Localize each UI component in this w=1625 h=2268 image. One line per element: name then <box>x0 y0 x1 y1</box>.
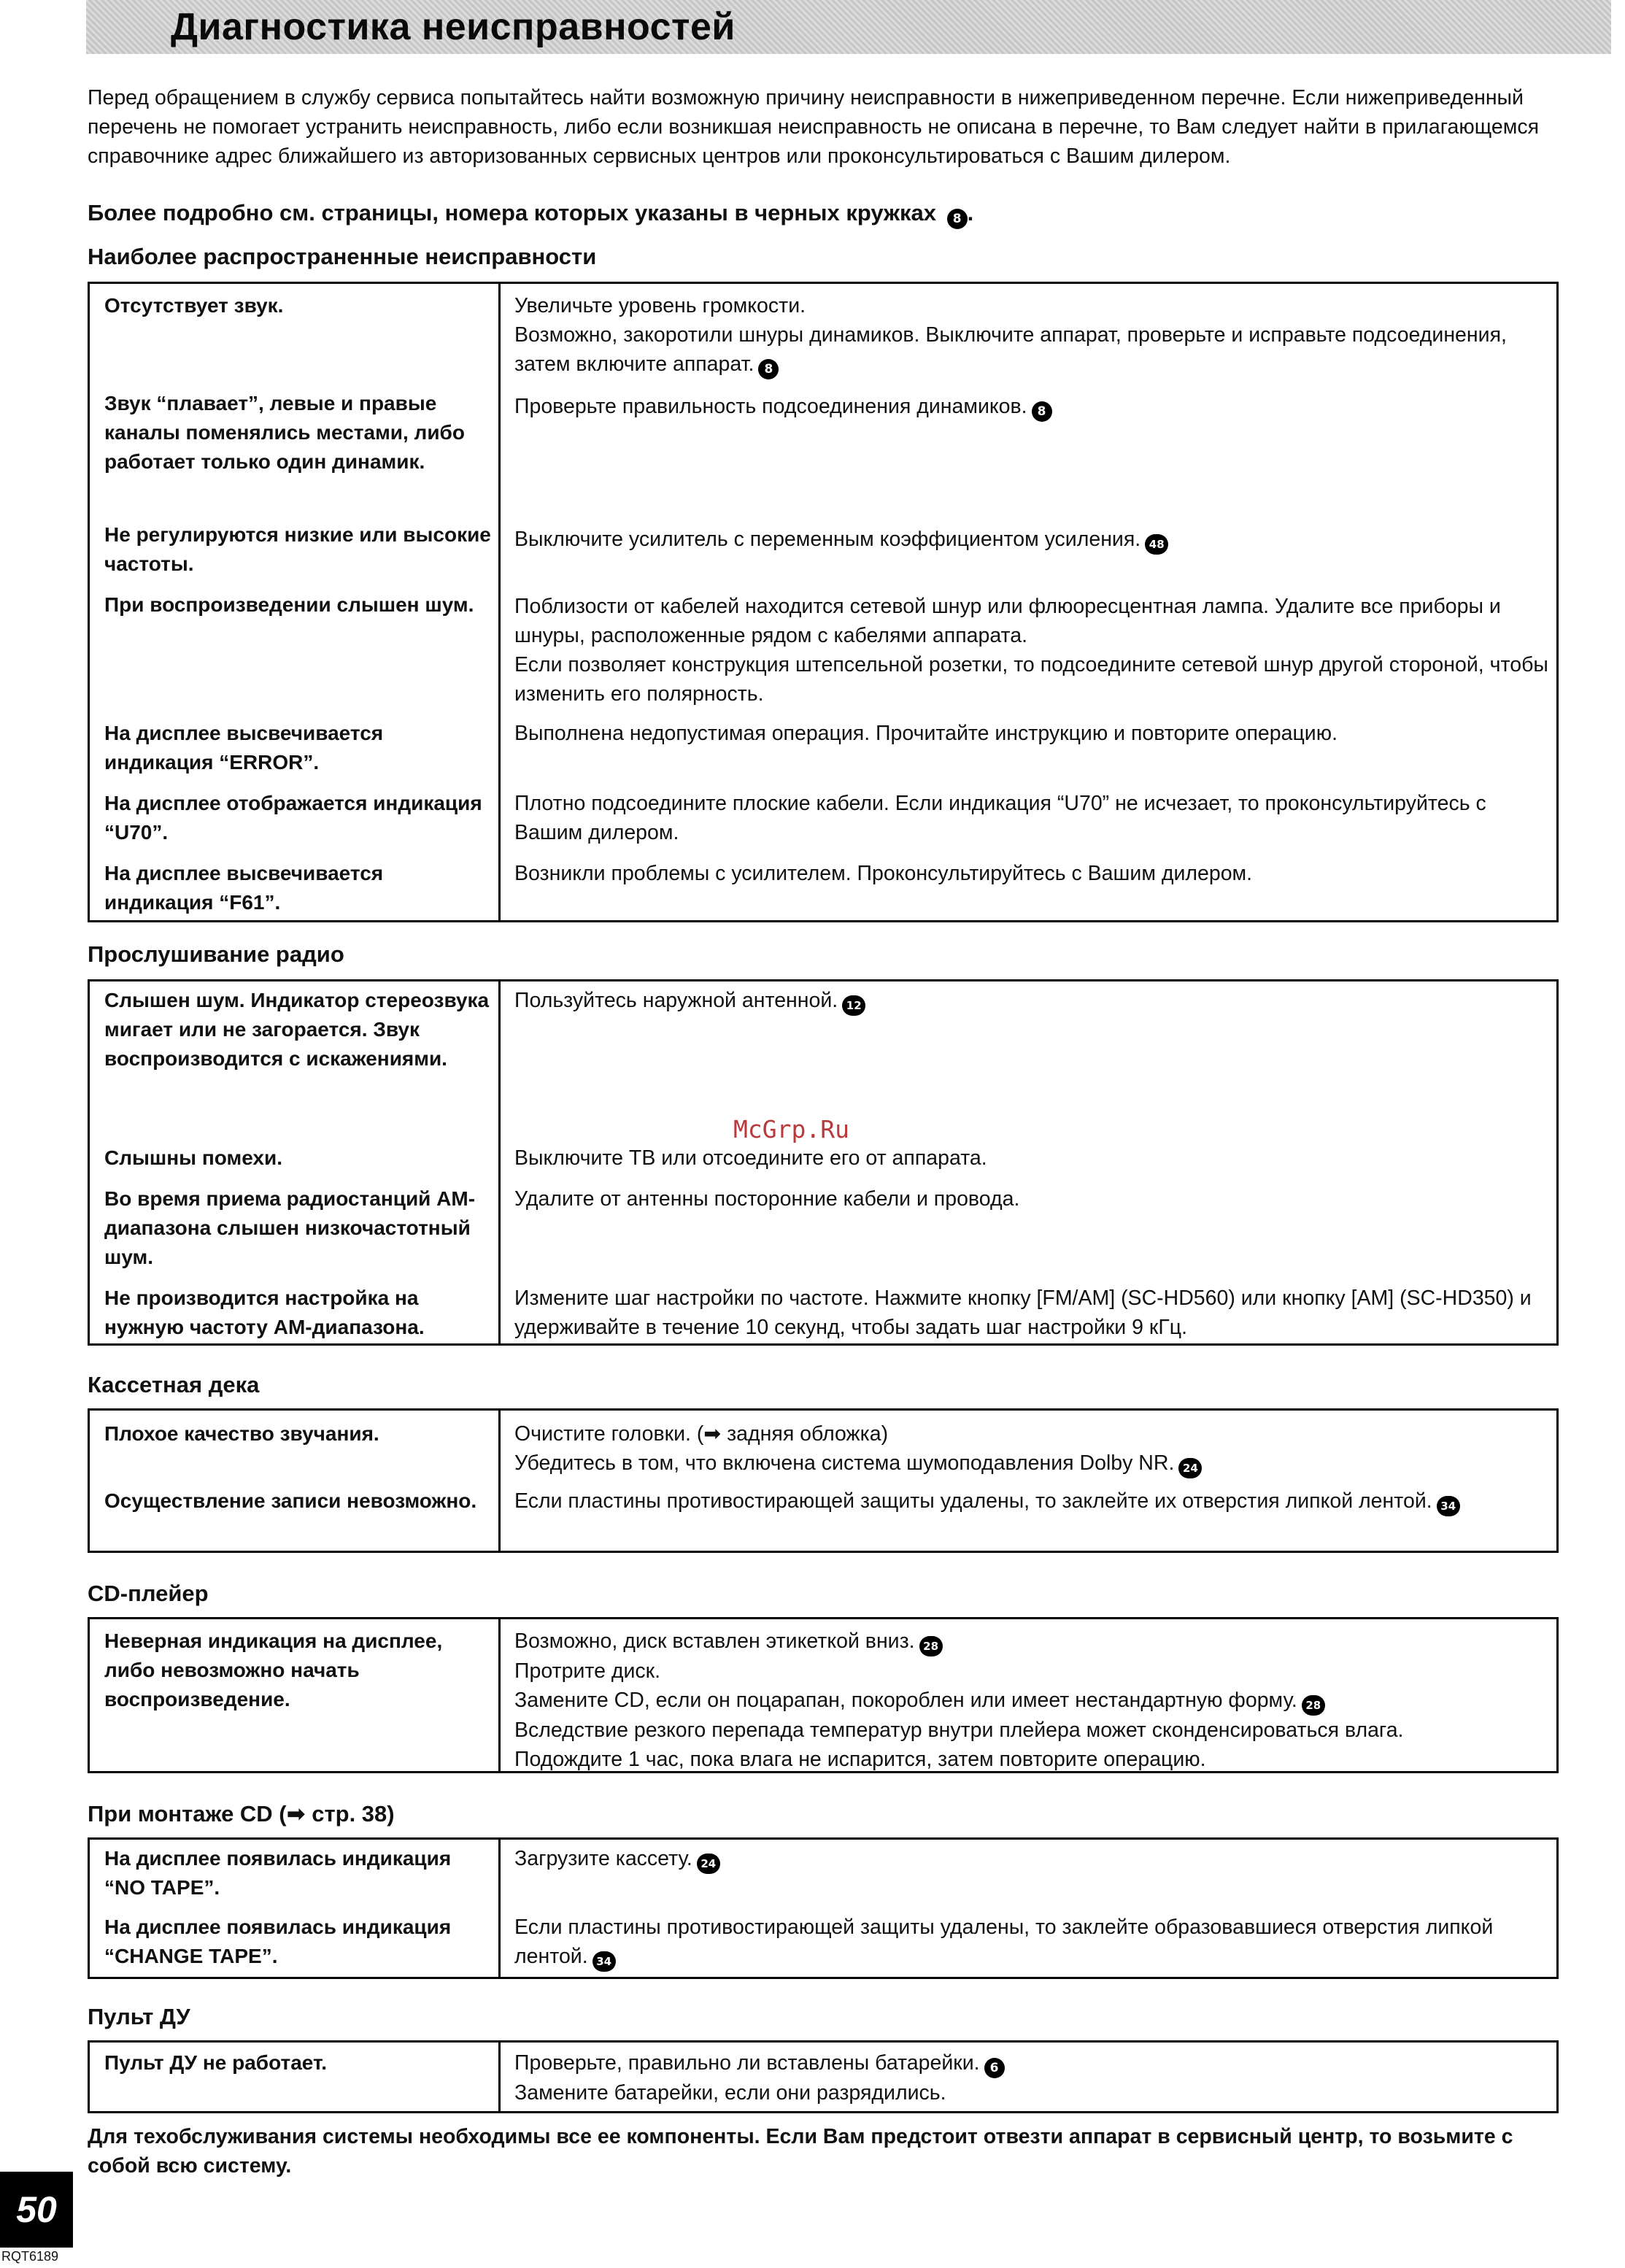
solution-cell: Выключите ТВ или отсоедините его от аппарата. <box>514 1146 987 1170</box>
solution-text: Убедитесь в том, что включена система шумоподавления Dolby NR. <box>514 1451 1175 1475</box>
problem-cell: На дисплее появилась индикация “NO TAPE”. <box>104 1847 452 1899</box>
problem-cell: Неверная индикация на дисплее, либо невозможно начать воспроизведение. <box>104 1629 443 1710</box>
column-divider <box>498 1411 501 1551</box>
solution-line: Если позволяет конструкция штепсельной розетки, то подсоедините сетевой шнур другой стороной, чтобы изменить его полярность. <box>514 653 1548 706</box>
solution-line <box>514 2048 1551 2078</box>
problem-cell: На дисплее появилась индикация “CHANGE TAPE”. <box>104 1916 452 1967</box>
section-heading-cassette: Кассетная дека <box>88 1372 260 1397</box>
solution-line: Протрите диск. <box>514 1659 661 1683</box>
solution-cell: Возникли проблемы с усилителем. Проконсультируйтесь с Вашим дилером. <box>514 862 1253 885</box>
solution-cell <box>514 1627 1551 1774</box>
page-ref-badge: 28 <box>1302 1695 1325 1716</box>
page-ref-badge: 24 <box>1178 1458 1202 1478</box>
page-ref-badge: 48 <box>1145 534 1168 555</box>
model-code: RQT6189 <box>1 2249 59 2264</box>
intro-note-text: Более подробно см. страницы, номера которых указаны в черных кружках <box>88 200 936 225</box>
solution-cell <box>514 525 1551 555</box>
page-ref-badge: 6 <box>984 2058 1005 2078</box>
solution-text: Замените CD, если он поцарапан, покороблен или имеет нестандартную форму. <box>514 1689 1297 1712</box>
problem-cell: Плохое качество звучания. <box>104 1422 379 1445</box>
page-title: Диагностика неисправностей <box>171 6 736 48</box>
solution-text: Возможно, диск вставлен этикеткой вниз. <box>514 1629 915 1653</box>
solution-line: Увеличьте уровень громкости. <box>514 294 806 317</box>
solution-line <box>514 1449 1551 1478</box>
page-ref-badge: 12 <box>842 995 865 1016</box>
solution-text: Возможно, закоротили шнуры динамиков. Выключите аппарат, проверьте и исправьте подсоединения, затем включите аппарат. <box>514 323 1507 376</box>
section-heading-cd-edit: При монтаже CD (➡ стр. 38) <box>88 1801 395 1827</box>
solution-line: Очистите головки. (➡ задняя обложка) <box>514 1422 889 1446</box>
page-ref-badge: 28 <box>919 1636 943 1656</box>
table-radio <box>88 979 1559 1346</box>
intro-paragraph: Перед обращением в службу сервиса попытайтесь найти возможную причину неисправности в нижеприведенном перечне. Если нижеприведенный перечень не помогает устранить неисправность, либо если возникшая неисправность не описана в перечне, то Вам следует найти в прилагающемся справочнике адрес ближайшего из авторизованных сервисных центров или проконсультироваться с Вашим дилером. <box>88 86 1540 168</box>
page-ref-badge: 24 <box>697 1854 720 1874</box>
solution-text: Проверьте, правильно ли вставлены батарейки. <box>514 2051 980 2075</box>
solution-line: Замените батарейки, если они разрядились. <box>514 2081 946 2105</box>
solution-cell: Измените шаг настройки по частоте. Нажмите кнопку [FM/AM] (SC-HD560) или кнопку [AM] (SC-HD350) и удерживайте в течение 10 секунд, чтобы задать шаг настройки 9 кГц. <box>514 1287 1532 1339</box>
solution-text: Загрузите кассету. <box>514 1847 692 1870</box>
problem-cell: Отсутствует звук. <box>104 294 284 317</box>
problem-cell: Не производится настройка на нужную частоту АМ-диапазона. <box>104 1287 425 1338</box>
solution-cell <box>514 1419 1551 1478</box>
problem-cell: Звук “плавает”, левые и правые каналы поменялись местами, либо работает только один динамик. <box>104 392 465 473</box>
problem-cell: Слышны помехи. <box>104 1146 282 1169</box>
solution-line <box>514 1686 1551 1716</box>
solution-text: Если пластины противостирающей защиты удалены, то заклейте их отверстия липкой лентой. <box>514 1489 1432 1513</box>
page-ref-badge: 34 <box>1437 1496 1460 1516</box>
solution-cell <box>514 1844 1551 1874</box>
solution-cell <box>514 291 1551 379</box>
intro-note: Более подробно см. страницы, номера которых указаны в черных кружках 8 . <box>88 198 973 229</box>
solution-text: Пользуйтесь наружной антенной. <box>514 989 838 1012</box>
solution-cell: Выполнена недопустимая операция. Прочитайте инструкцию и повторите операцию. <box>514 722 1338 745</box>
table-cassette <box>88 1408 1559 1553</box>
column-divider <box>498 1619 501 1771</box>
table-cd <box>88 1617 1559 1773</box>
table-cd-edit <box>88 1837 1559 1979</box>
section-heading-common: Наиболее распространенные неисправности <box>88 244 597 269</box>
page-ref-badge: 34 <box>593 1951 616 1972</box>
solution-cell <box>514 1486 1551 1516</box>
solution-line <box>514 1627 1551 1656</box>
problem-cell: На дисплее отображается индикация “U70”. <box>104 792 482 844</box>
problem-cell: На дисплее высвечивается индикация “F61”. <box>104 862 384 914</box>
footer-note: Для техобслуживания системы необходимы все ее компоненты. Если Вам предстоит отвезти аппарат в сервисный центр, то возьмите с собой всю систему. <box>88 2125 1513 2178</box>
problem-cell: На дисплее высвечивается индикация “ERROR”. <box>104 722 384 774</box>
solution-line: Поблизости от кабелей находится сетевой шнур или флюоресцентная лампа. Удалите все приборы и шнуры, расположенные рядом с кабелями аппарата. <box>514 595 1501 647</box>
section-heading-remote: Пульт ДУ <box>88 2004 190 2029</box>
page-ref-badge: 8 <box>1032 401 1052 422</box>
column-divider <box>498 1840 501 1977</box>
solution-cell <box>514 2048 1551 2107</box>
solution-line <box>514 320 1551 379</box>
page-number: 50 <box>0 2172 73 2248</box>
problem-cell: При воспроизведении слышен шум. <box>104 593 474 616</box>
column-divider <box>498 284 501 920</box>
column-divider <box>498 2043 501 2111</box>
solution-text: Проверьте правильность подсоединения динамиков. <box>514 395 1027 418</box>
solution-text: Выключите усилитель с переменным коэффициентом усиления. <box>514 528 1141 551</box>
problem-cell: Пульт ДУ не работает. <box>104 2051 328 2074</box>
page-ref-badge: 8 <box>947 209 968 229</box>
page-ref-badge: 8 <box>758 359 779 379</box>
solution-cell: Плотно подсоедините плоские кабели. Если индикация “U70” не исчезает, то проконсультируйтесь с Вашим дилером. <box>514 792 1486 844</box>
section-heading-radio: Прослушивание радио <box>88 941 344 967</box>
solution-cell <box>514 1913 1551 1972</box>
watermark: McGrp.Ru <box>733 1115 849 1143</box>
section-heading-cd: CD-плейер <box>88 1581 209 1606</box>
solution-cell <box>514 592 1551 709</box>
solution-cell <box>514 392 1551 422</box>
solution-line: Подождите 1 час, пока влага не испарится, затем повторите операцию. <box>514 1748 1206 1771</box>
problem-cell: Во время приема радиостанций АМ-диапазона слышен низкочастотный шум. <box>104 1187 476 1268</box>
table-common <box>88 282 1559 922</box>
column-divider <box>498 981 501 1343</box>
solution-line: Вследствие резкого перепада температур внутри плейера может сконденсироваться влага. <box>514 1719 1404 1742</box>
solution-text: Если пластины противостирающей защиты удалены, то заклейте образовавшиеся отверстия липкой лентой. <box>514 1916 1494 1968</box>
problem-cell: Слышен шум. Индикатор стереозвука мигает или не загорается. Звук воспроизводится с искажениями. <box>104 989 490 1070</box>
solution-cell <box>514 986 1551 1016</box>
problem-cell: Осуществление записи невозможно. <box>104 1489 477 1512</box>
table-remote <box>88 2040 1559 2113</box>
problem-cell: Не регулируются низкие или высокие частоты. <box>104 523 491 575</box>
solution-cell: Удалите от антенны посторонние кабели и провода. <box>514 1187 1020 1211</box>
